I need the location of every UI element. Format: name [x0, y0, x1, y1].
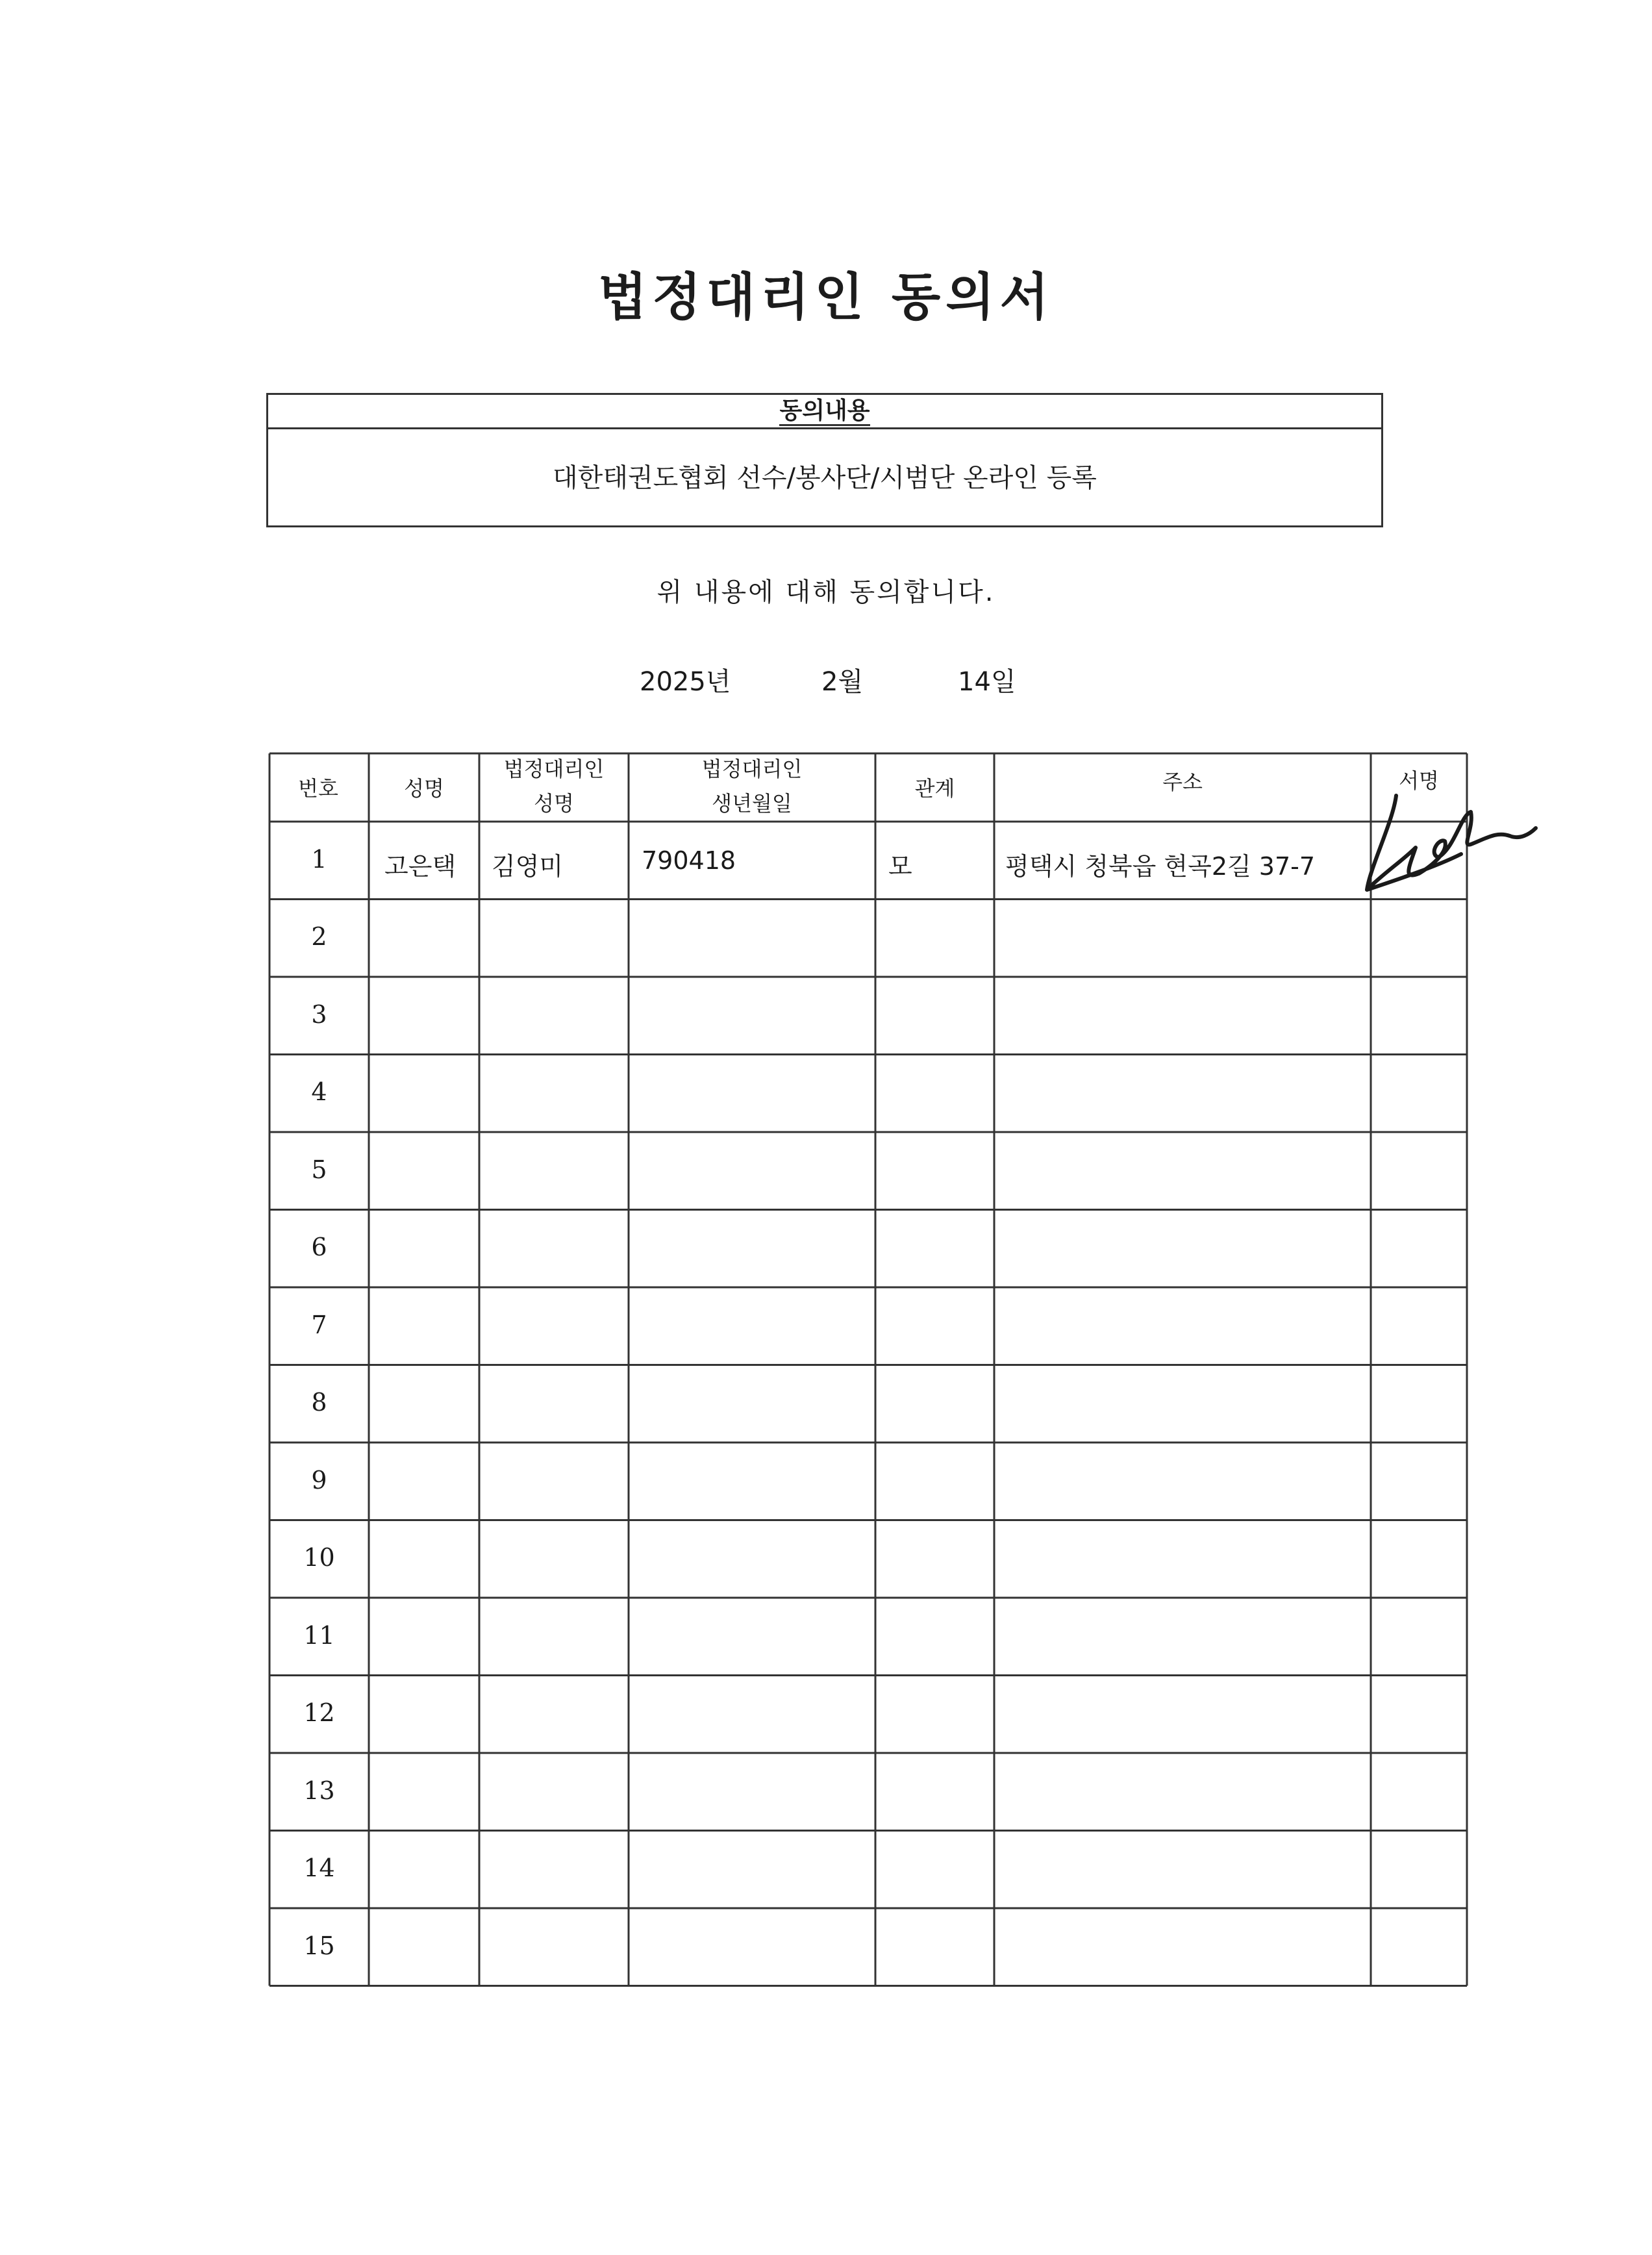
row1-guardian-birth: 790418	[642, 846, 736, 875]
document-title: 법정대리인 동의서	[598, 268, 1054, 327]
date-year: 2025년	[640, 667, 731, 697]
row1-name: 고은택	[384, 852, 457, 881]
row-number: 15	[303, 1931, 335, 1960]
header-guardian-name-line2: 성명	[534, 791, 574, 816]
row-number: 5	[311, 1155, 327, 1184]
row1-guardian-name: 김영미	[492, 852, 564, 881]
header-guardian-name-line1: 법정대리인	[503, 757, 605, 781]
date-day: 14일	[958, 667, 1016, 697]
header-guardian-birth-line2: 생년월일	[712, 791, 792, 816]
row1-address: 평택시 청북읍 현곡2길 37-7	[1005, 852, 1316, 881]
row-number: 3	[311, 1000, 327, 1029]
row-number: 10	[303, 1543, 335, 1572]
row-number: 8	[311, 1388, 327, 1417]
row-number: 7	[311, 1310, 327, 1339]
header-signature: 서명	[1399, 768, 1439, 793]
header-relation: 관계	[914, 776, 955, 801]
consent-content: 대한태권도협회 선수/봉사단/시범단 온라인 등록	[553, 463, 1097, 493]
agreement-statement: 위 내용에 대해 동의합니다.	[657, 577, 995, 607]
header-address: 주소	[1162, 770, 1203, 794]
row-number: 4	[311, 1077, 327, 1107]
header-number: 번호	[298, 776, 338, 801]
row-number: 2	[311, 922, 327, 951]
row1-relation: 모	[888, 852, 912, 881]
date-month: 2월	[821, 667, 864, 697]
row-number: 13	[303, 1776, 335, 1805]
row-number: 14	[303, 1854, 335, 1883]
header-name: 성명	[404, 776, 444, 801]
header-guardian-birth-line1: 법정대리인	[701, 757, 803, 781]
row-number: 1	[311, 844, 327, 874]
row-number: 6	[311, 1233, 327, 1262]
row-number: 12	[303, 1698, 335, 1728]
row-number: 9	[311, 1465, 327, 1494]
signature-scribble	[1357, 776, 1539, 906]
row-number: 11	[303, 1620, 335, 1650]
consent-header: 동의내용	[268, 395, 1381, 429]
